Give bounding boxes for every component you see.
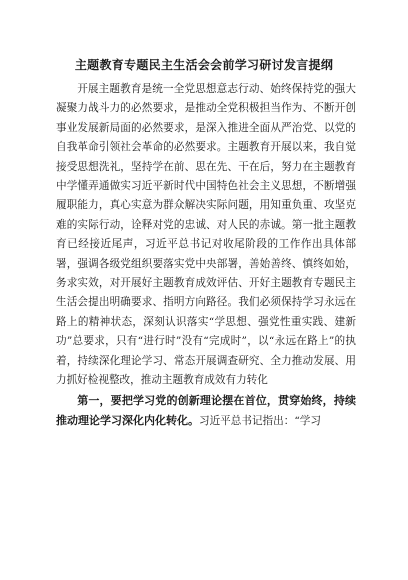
section-heading: 第一，要把学习党的创新理论摆在首位，贯穿始终，持续推动理论学习深化内化转化。 xyxy=(56,393,356,427)
section-text: 习近平总书记指出：“学习 xyxy=(199,414,321,427)
document-title: 主题教育专题民主生活会会前学习研讨发言提纲 xyxy=(74,58,334,72)
document-body xyxy=(56,80,356,431)
section-paragraph xyxy=(56,391,356,432)
body-paragraph: 开展主题教育是统一全党思想意志行动、始终保持党的强大凝聚力战斗力的必然要求，是推动全党积极担当作为、不断开创事业发展新局面的必然要求，是深入推进全面从严治党、以党的自我革命引领社会革命的必然要求。主题教育开展以来，我自觉接受思想洗礼，坚持学在前、思在先、干在后，努力在主题教育中学懂弄通做实习近平新时代中国特色社会主义思想，不断增强履职能力，真心实意为群众解决实际问题，用知重负重、攻坚克难的实际行动，诠释对党的忠诚、对人民的赤诚。第一批主题教育已经接近尾声，习近平总书记对收尾阶段的工作作出具体部署，强调各级党组织要落实党中央部署，善始善终、慎终如始，务求实效，对开展好主题教育成效评估、开好主题教育专题民主生活会提出明确要求、指明方向路径。我们必须保持学习永远在路上的精神状态，深刻认识落实“学思想、强党性重实践、建新功”总要求，只有“进行时”没有“完成时”，以“永远在路上”的执着，持续深化理论学习、常态开展调查研究、全力推动发展、用力抓好检视整改，推动主题教育成效有力转化 xyxy=(56,83,356,387)
